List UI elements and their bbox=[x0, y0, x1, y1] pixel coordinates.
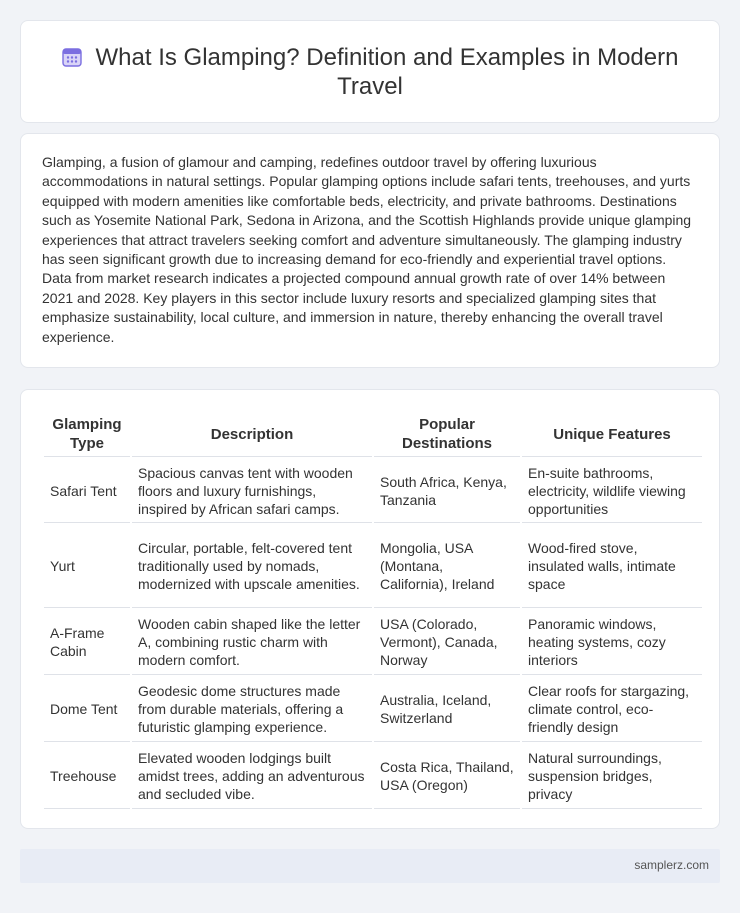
footer-bar bbox=[20, 849, 720, 883]
table-cell-description: Geodesic dome structures made from durable materials, offering a futuristic glamping experience. bbox=[132, 677, 372, 742]
table-row bbox=[44, 744, 702, 809]
page-title-text: What Is Glamping? Definition and Examples in Modern Travel bbox=[95, 44, 679, 100]
column-header: Popular Destinations bbox=[374, 412, 520, 457]
table-cell-type: Dome Tent bbox=[44, 677, 130, 742]
intro-paragraph: Glamping, a fusion of glamour and camping, redefines outdoor travel by offering luxurious accommodations in natural settings. Popular glamping options include safari tents, treehouses, and yurts equipped with modern amenities like comfortable beds, electricity, and private bathrooms. Destinations such as Yosemite National Park, Sedona in Arizona, and the Scottish Highlands provide unique glamping experiences that attract travelers seeking comfort and adventure simultaneously. The glamping industry has seen significant growth due to increasing demand for eco-friendly and experiential travel options. Data from market research indicates a projected compound annual growth rate of over 14% between 2021 and 2028. Key players in this sector include luxury resorts and specialized glamping sites that emphasize sustainability, local culture, and immersion in nature, thereby enhancing the overall travel experience. bbox=[42, 154, 692, 345]
table-row bbox=[44, 525, 702, 608]
table-cell-features: Clear roofs for stargazing, climate control, eco-friendly design bbox=[522, 677, 702, 742]
column-header: Unique Features bbox=[522, 412, 702, 457]
table-cell-features: Panoramic windows, heating systems, cozy interiors bbox=[522, 610, 702, 675]
table-cell-description: Elevated wooden lodgings built amidst trees, adding an adventurous and secluded vibe. bbox=[132, 744, 372, 809]
table-cell-type: Treehouse bbox=[44, 744, 130, 809]
table-cell-features: Wood-fired stove, insulated walls, intimate space bbox=[522, 525, 702, 608]
table-cell-destinations: Australia, Iceland, Switzerland bbox=[374, 677, 520, 742]
table-cell-type: A-Frame Cabin bbox=[44, 610, 130, 675]
table-cell-description: Spacious canvas tent with wooden floors and luxury furnishings, inspired by African safari camps. bbox=[132, 459, 372, 523]
calendar-grid-icon bbox=[62, 47, 82, 67]
table-row bbox=[44, 677, 702, 742]
column-header: Description bbox=[132, 412, 372, 457]
table-cell-type: Yurt bbox=[44, 525, 130, 608]
intro-card bbox=[20, 133, 720, 368]
table-cell-destinations: Costa Rica, Thailand, USA (Oregon) bbox=[374, 744, 520, 809]
table-header-row bbox=[44, 412, 702, 457]
table-cell-destinations: USA (Colorado, Vermont), Canada, Norway bbox=[374, 610, 520, 675]
table-cell-description: Wooden cabin shaped like the letter A, combining rustic charm with modern comfort. bbox=[132, 610, 372, 675]
table-cell-features: En-suite bathrooms, electricity, wildlife viewing opportunities bbox=[522, 459, 702, 523]
table-cell-description: Circular, portable, felt-covered tent traditionally used by nomads, modernized with upscale amenities. bbox=[132, 525, 372, 608]
table-cell-type: Safari Tent bbox=[44, 459, 130, 523]
page-title bbox=[51, 43, 689, 101]
table-cell-destinations: Mongolia, USA (Montana, California), Ireland bbox=[374, 525, 520, 608]
glamping-table bbox=[42, 410, 704, 811]
table-row bbox=[44, 459, 702, 523]
footer-site-link[interactable]: samplerz.com bbox=[634, 858, 709, 872]
table-row bbox=[44, 610, 702, 675]
column-header: Glamping Type bbox=[44, 412, 130, 457]
table-cell-features: Natural surroundings, suspension bridges, privacy bbox=[522, 744, 702, 809]
table-cell-destinations: South Africa, Kenya, Tanzania bbox=[374, 459, 520, 523]
table-card bbox=[20, 389, 720, 829]
title-card bbox=[20, 20, 720, 123]
